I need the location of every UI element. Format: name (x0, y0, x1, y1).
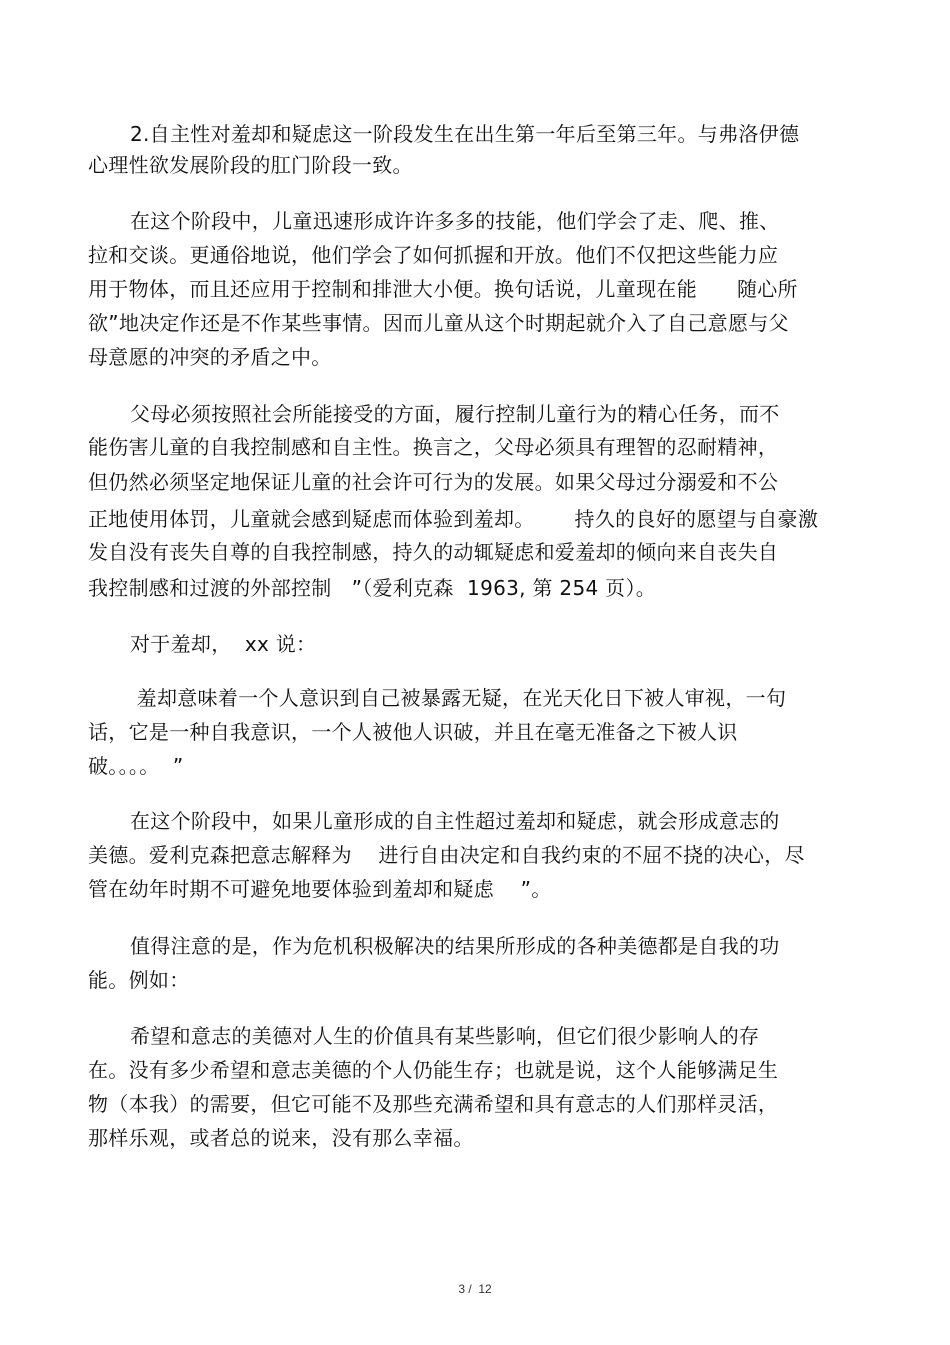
text-line: 破。。。。 ” (88, 754, 184, 778)
text-line: 那样乐观，或者总的说来，没有那么幸福。 (88, 1126, 474, 1150)
text-line: 2.自主性对羞却和疑虑这一阶段发生在出生第一年后至第三年。与弗洛伊德 (130, 122, 800, 146)
text-line: 美德。爱利克森把意志解释为 进行自由决定和自我约束的不屈不挠的决心，尽 (88, 843, 805, 867)
text-line: 拉和交谈。更通俗地说，他们学会了如何抓握和开放。他们不仅把这些能力应 (88, 243, 779, 267)
text-line: 羞却意味着一个人意识到自己被暴露无疑，在光天化日下被人审视，一句 (130, 686, 787, 710)
text-line: 管在幼年时期不可避免地要体验到羞却和疑虑 ”。 (88, 877, 552, 901)
text-line: 在这个阶段中，儿童迅速形成许许多多的技能，他们学会了走、爬、推、 (130, 209, 780, 233)
page-number: 3 / 12 (458, 1282, 492, 1296)
text-line: 我控制感和过渡的外部控制 ”（爱利克森 1963, 第 254 页）。 (88, 576, 657, 600)
text-line: 心理性欲发展阶段的肛门阶段一致。 (88, 153, 413, 177)
text-line: 能。例如： (88, 968, 190, 992)
text-line: 对于羞却， xx 说： (130, 632, 317, 656)
text-line: 欲”地决定作还是不作某些事情。因而儿童从这个时期起就介入了自己意愿与父 (88, 311, 789, 335)
text-line: 正地使用体罚，儿童就会感到疑虑而体验到羞却。 持久的良好的愿望与自豪激 (88, 507, 819, 531)
text-line: 父母必须按照社会所能接受的方面，履行控制儿童行为的精心任务，而不 (130, 402, 780, 426)
text-line: 在。没有多少希望和意志美德的个人仍能生存；也就是说，这个人能够满足生 (88, 1058, 779, 1082)
text-line: 物（本我）的需要，但它可能不及那些充满希望和具有意志的人们那样灵活， (88, 1092, 779, 1116)
text-line: 但仍然必须坚定地保证儿童的社会许可行为的发展。如果父母过分溺爱和不公 (88, 470, 779, 494)
text-line: 话，它是一种自我意识，一个人被他人识破，并且在毫无准备之下被人识 (88, 720, 738, 744)
text-line: 母意愿的冲突的矛盾之中。 (88, 345, 332, 369)
text-line: 用于物体，而且还应用于控制和排泄大小便。换句话说，儿童现在能 随心所 (88, 277, 798, 301)
text-line: 发自没有丧失自尊的自我控制感，持久的动辄疑虑和爱羞却的倾向来自丧失自 (88, 540, 779, 564)
text-line: 值得注意的是，作为危机积极解决的结果所形成的各种美德都是自我的功 (130, 934, 780, 958)
text-line: 希望和意志的美德对人生的价值具有某些影响，但它们很少影响人的存 (130, 1024, 760, 1048)
text-line: 能伤害儿童的自我控制感和自主性。换言之，父母必须具有理智的忍耐精神， (88, 435, 779, 459)
text-line: 在这个阶段中，如果儿童形成的自主性超过羞却和疑虑，就会形成意志的 (130, 809, 780, 833)
